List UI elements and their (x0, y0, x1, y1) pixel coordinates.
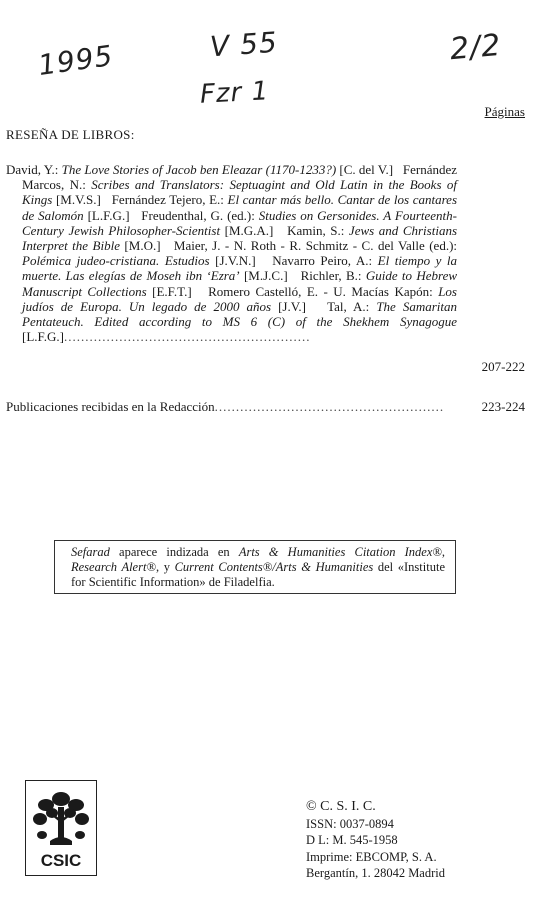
reviewer-initials: [M.V.S.] (52, 192, 101, 208)
publications-entry (6, 399, 457, 415)
review-author: Tal, A.: (327, 298, 377, 314)
publications-label: Publicaciones recibidas en la Redacción (6, 399, 215, 414)
handwritten-fascicle: Fzr 1 (199, 76, 270, 110)
publications-page-range: 223-224 (481, 399, 525, 414)
handwritten-volume: V 55 (208, 25, 279, 64)
handwritten-fraction: 2/2 (448, 27, 503, 68)
review-title: Los judíos de Europa. Un legado de 2000 años (22, 283, 457, 314)
review-title: Jews and Christians Interpret the Bible (22, 222, 457, 254)
reviewer-initials: [J.V.] (271, 298, 307, 314)
index-name: Current Contents®/Arts & Humanities (174, 560, 374, 574)
notice-text: , (441, 545, 445, 559)
review-author: Navarro Peiro, A.: (272, 253, 378, 269)
printer-line: Imprime: EBCOMP, S. A. (306, 849, 437, 864)
review-title: El cantar más bello. Cantar de los cantares de Salomón (22, 192, 457, 223)
review-author: Kamin, S.: (287, 222, 349, 238)
review-title: Guide to Hebrew Manuscript Collections (22, 268, 458, 299)
indexing-notice-box (54, 540, 456, 594)
reviewer-initials: [M.G.A.] (220, 222, 274, 238)
notice-text: aparece indizada en (109, 545, 239, 559)
review-title: The Samaritan Pentateuch. Edited according to MS 6 (C) of the Shekhem Synagogue (22, 298, 458, 330)
tree-emblem-icon (26, 783, 96, 855)
reviewer-initials: [E.F.T.] (146, 283, 192, 299)
index-name: Arts & Humanities Citation Index® (238, 545, 442, 559)
logo-label: CSIC (40, 851, 82, 870)
reviewer-initials: [M.O.] (119, 238, 161, 254)
address-line: Bergantín, 1. 28042 Madrid (306, 866, 445, 880)
review-author: Fernández Tejero, E.: (111, 192, 228, 208)
book-review-list (6, 162, 457, 344)
dot-leader: .......................................................... (63, 329, 311, 345)
review-author: Freudenthal, G. (ed.): (141, 207, 259, 223)
review-author: Richler, B.: (300, 268, 366, 284)
review-author: Romero Castelló, E. - U. Macías Kapón: (208, 283, 439, 299)
csic-logo (25, 780, 97, 876)
reviewer-initials: [J.V.N.] (209, 253, 256, 269)
review-author: David, Y.: (6, 162, 62, 177)
notice-text: , y (155, 560, 175, 574)
handwritten-year: 1995 (36, 38, 116, 83)
reviewer-initials: [L.F.G.] (83, 207, 130, 223)
reviews-page-range: 207-222 (481, 359, 525, 374)
reviewer-initials: [L.F.G.] (22, 329, 64, 345)
notice-text: del «Institute for Scientific Information» de Filadelfia. (71, 560, 445, 589)
copyright-line: © C. S. I. C. (306, 799, 376, 814)
dot-leader: ...................................................... (214, 399, 445, 414)
review-title: Studies on Gersonides. A Fourteenth-Century Jewish Philosopher-Scientist (22, 207, 457, 238)
reviewer-initials: [M.J.C.] (239, 268, 288, 284)
pages-column-header: Páginas (484, 104, 525, 119)
reviewer-initials: [C. del V.] (336, 162, 394, 177)
review-author: Fernández Marcos, N.: (22, 162, 457, 193)
section-title: RESEÑA DE LIBROS: (6, 127, 135, 142)
imprint-block (306, 799, 445, 882)
review-title: The Love Stories of Jacob ben Eleazar (1170-1233?) (61, 162, 337, 177)
index-name: Research Alert® (71, 560, 156, 574)
journal-name: Sefarad (71, 545, 110, 559)
review-title: Polémica judeo-cristiana. Estudios (22, 253, 210, 269)
legal-deposit-line: D L: M. 545-1958 (306, 833, 398, 847)
review-title: El tiempo y la muerte. Las elegías de Moseh ibn ‘Ezra’ (22, 253, 458, 284)
issn-line: ISSN: 0037-0894 (306, 816, 394, 831)
review-paragraph (6, 162, 457, 344)
review-title: Scribes and Translators: Septuagint and Old Latin in the Books of Kings (22, 177, 457, 208)
review-author: Maier, J. - N. Roth - R. Schmitz - C. del Valle (ed.): (173, 238, 458, 254)
